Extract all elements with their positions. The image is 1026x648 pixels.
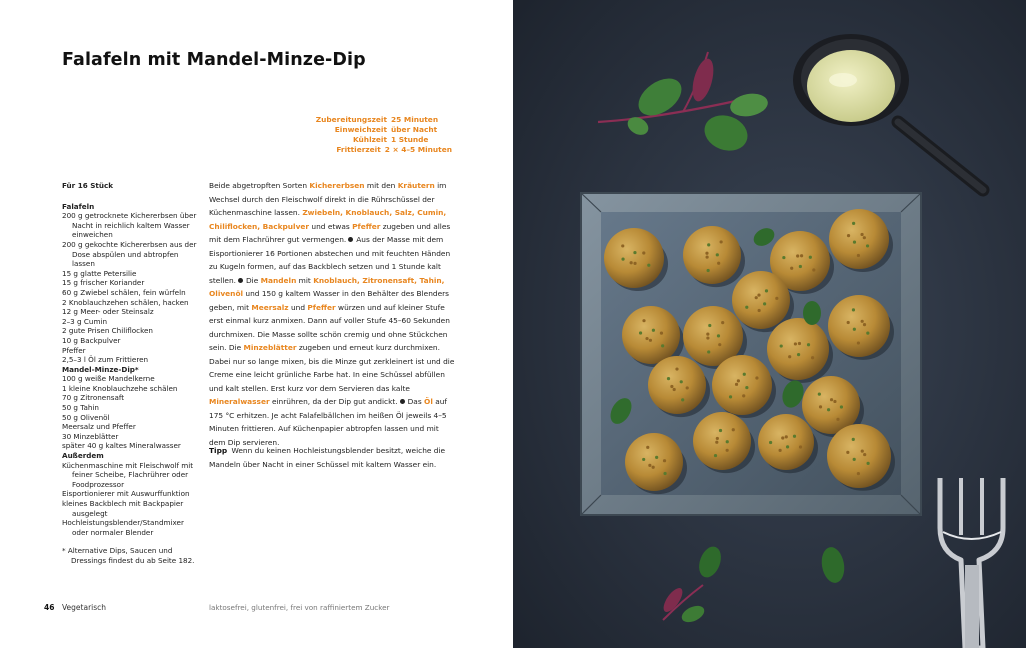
method-text-run: Die bbox=[245, 275, 261, 285]
ingredient-highlight: Knoblauch, Zitronensaft, Tahin, Olivenöl bbox=[209, 275, 445, 298]
time-label: Einweichzeit bbox=[334, 125, 387, 134]
tip-box bbox=[209, 444, 455, 471]
ingredient-item: 30 Minzeblätter bbox=[62, 431, 119, 441]
ingredient-item: 70 g Zitronensaft bbox=[62, 393, 125, 403]
step-bullet-icon bbox=[348, 237, 353, 242]
ingredient-item: Pfeffer bbox=[62, 345, 86, 355]
tip-text: Wenn du keinen Hochleistungsblender besitzt, weiche die Mandeln über Nacht in einer Schüssel mit kaltem Wasser ein. bbox=[209, 446, 446, 469]
ingredient-item: 15 g glatte Petersilie bbox=[62, 268, 137, 278]
method-text-run: Beide abgetropften Sorten bbox=[209, 181, 310, 190]
food-photo bbox=[513, 0, 1026, 648]
time-info bbox=[300, 115, 452, 155]
ingredient-group-heading: Außerdem bbox=[62, 451, 104, 461]
ingredient-group-heading: Mandel-Minze-Dip* bbox=[62, 364, 139, 374]
ingredient-item: 12 g Meer- oder Steinsalz bbox=[62, 307, 154, 317]
ingredient-item: 60 g Zwiebel schälen, fein würfeln bbox=[62, 287, 186, 297]
ingredient-list bbox=[62, 181, 200, 566]
method-text-run: zugeben und alles mit dem Flachrührer gut vermengen. bbox=[209, 221, 451, 244]
method-text-run: Das bbox=[407, 397, 425, 406]
method-text-run: auf 175 °C erhitzen. Je acht Falafelbällchen im heißen Öl jeweils 4–5 Minuten frittieren. Auf Küchenpapier abtropfen lassen und mit dem Dip servieren. bbox=[209, 397, 448, 447]
ingredient-item: kleines Backblech mit Backpapier ausgelegt bbox=[62, 499, 184, 518]
tip-label: Tipp bbox=[209, 446, 228, 455]
ingredient-item: 1 kleine Knoblauchzehe schälen bbox=[62, 383, 178, 393]
ingredient-highlight: Mandeln bbox=[260, 275, 297, 285]
ingredient-highlight: Minzeblätter bbox=[243, 343, 297, 352]
time-label: Frittierzeit bbox=[336, 145, 381, 154]
time-value: 25 Minuten bbox=[391, 115, 439, 124]
method-text-run: und etwas bbox=[309, 221, 353, 231]
ingredient-item: 2–3 g Cumin bbox=[62, 316, 107, 326]
ingredient-item: Eisportionierer mit Auswurffunktion bbox=[62, 489, 190, 499]
ingredient-group-heading: Falafeln bbox=[62, 201, 95, 211]
time-row bbox=[300, 115, 452, 125]
page-number: 46 bbox=[44, 603, 55, 612]
method-text-run: Aus der Masse mit dem Eisportionierer 16 Portionen abstechen und mit feuchten Händen zu Kugeln formen, auf das Backblech setzen und 1 Stunde kalt stellen. bbox=[209, 235, 451, 285]
ingredient-item: 200 g getrocknete Kichererbsen über Nacht in reichlich kaltem Wasser einweichen bbox=[62, 211, 197, 240]
ingredient-item: 10 g Backpulver bbox=[62, 335, 121, 345]
recipe-title: Falafeln mit Mandel-Minze-Dip bbox=[62, 50, 366, 70]
ingredient-item: 50 g Olivenöl bbox=[62, 412, 110, 422]
ingredient-footnote: * Alternative Dips, Saucen und Dressings findest du ab Seite 182. bbox=[62, 546, 195, 565]
time-value: 1 Stunde bbox=[391, 135, 429, 144]
ingredient-item: 2 Knoblauchzehen schälen, hacken bbox=[62, 297, 189, 307]
ingredient-highlight: Öl bbox=[424, 397, 433, 406]
ingredient-item: Hochleistungsblender/Standmixer oder normaler Blender bbox=[62, 518, 184, 537]
ingredient-item: 100 g weiße Mandelkerne bbox=[62, 374, 155, 384]
ingredient-highlight: Kräutern bbox=[397, 181, 435, 190]
ingredient-highlight: Meersalz bbox=[251, 302, 289, 312]
time-row bbox=[300, 135, 452, 145]
time-row bbox=[300, 145, 452, 155]
ingredient-highlight: Pfeffer bbox=[307, 302, 336, 312]
method-text-run: und 150 g kaltem Wasser in den Behälter des Blenders geben, mit bbox=[209, 289, 450, 312]
method-text-run: im Wechsel durch den Fleischwolf direkt in die Rührschüssel der Küchenmaschine lassen. bbox=[209, 181, 447, 217]
time-label: Zubereitungszeit bbox=[315, 115, 387, 124]
method-text-run: zugeben und erneut kurz durchmixen. Dabei nur so lange mixen, bis die Minze gut zerkleinert ist und die Creme eine leicht grünliche Farbe hat. In eine Schüssel abfüllen und kalt stellen. Erst kurz vor dem Servieren das kalte bbox=[209, 343, 455, 393]
method-text-run: einrühren, da der Dip gut andickt. bbox=[269, 397, 398, 406]
time-row bbox=[300, 125, 452, 135]
method-text-run: mit bbox=[296, 275, 314, 285]
method-text-run: würzen und auf kleiner Stufe erst einmal kurz anmixen. Dann auf voller Stufe 45–60 Sekunden durchmixen. Die Masse sollte schön cremig und ohne Stückchen sein. Die bbox=[209, 302, 450, 352]
diet-note: laktosefrei, glutenfrei, frei von raffiniertem Zucker bbox=[209, 603, 390, 612]
ingredient-highlight: Kichererbsen bbox=[309, 181, 365, 190]
time-label: Kühlzeit bbox=[352, 135, 387, 144]
recipe-photo bbox=[513, 0, 1026, 648]
ingredient-highlight: Pfeffer bbox=[352, 221, 381, 231]
section-name: Vegetarisch bbox=[62, 603, 107, 612]
ingredient-item: 2,5–3 l Öl zum Frittieren bbox=[62, 355, 149, 365]
dip bbox=[807, 50, 895, 122]
ingredient-item: Küchenmaschine mit Fleischwolf mit feiner Scheibe, Flachrührer oder Foodprozessor bbox=[62, 460, 194, 489]
ingredient-item: 50 g Tahin bbox=[62, 403, 99, 413]
ingredient-item: Meersalz und Pfeffer bbox=[62, 422, 136, 432]
ingredient-item: 15 g frischer Koriander bbox=[62, 278, 145, 288]
method-text-run: und bbox=[288, 302, 308, 312]
step-bullet-icon bbox=[400, 399, 405, 404]
time-value: über Nacht bbox=[391, 125, 438, 134]
ingredient-item: 200 g gekochte Kichererbsen aus der Dose abspülen und abtropfen lassen bbox=[62, 239, 197, 269]
method-text bbox=[209, 179, 455, 449]
ingredient-highlight: Mineralwasser bbox=[209, 397, 270, 406]
ingredient-item: später 40 g kaltes Mineralwasser bbox=[62, 441, 181, 451]
method-text-run: mit den bbox=[364, 181, 398, 190]
ingredient-highlight: Zwiebeln, Knoblauch, Salz, Cumin, Chiliflocken, Backpulver bbox=[209, 208, 447, 231]
step-bullet-icon bbox=[238, 278, 243, 283]
servings: Für 16 Stück bbox=[62, 181, 113, 190]
ingredient-item: 2 gute Prisen Chiliflocken bbox=[62, 326, 153, 336]
time-value: 2 × 4–5 Minuten bbox=[384, 145, 452, 154]
